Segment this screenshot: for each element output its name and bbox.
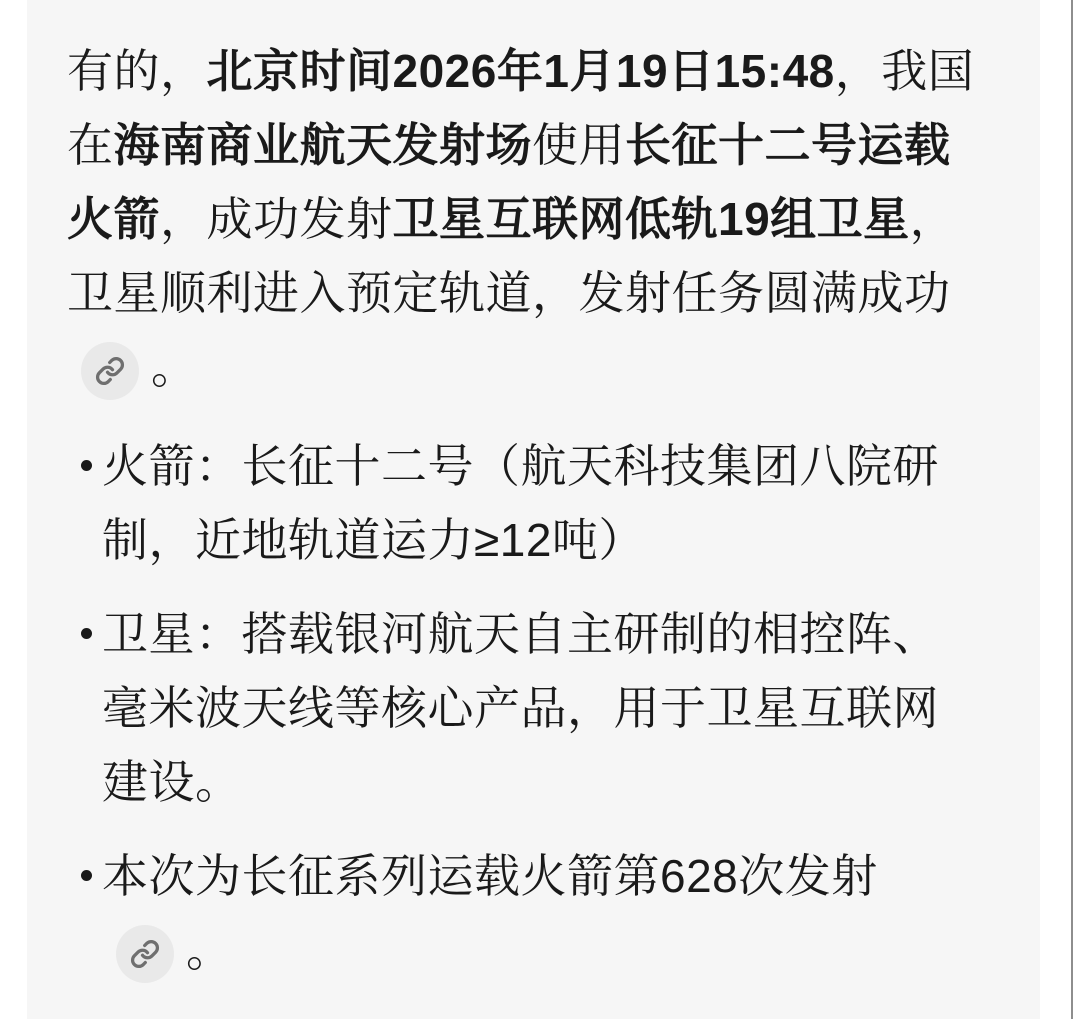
bullet-dot bbox=[81, 870, 92, 881]
bullet-line: 建设。 bbox=[102, 756, 242, 808]
text-run-bold: 卫星互联网低轨19组卫星 bbox=[392, 193, 910, 245]
assistant-message-bubble bbox=[27, 0, 1040, 1019]
bullet-dot bbox=[81, 460, 92, 471]
screen-edge-line bbox=[1071, 0, 1073, 1019]
text-run-bold: 北京时间2026年1月19日15:48 bbox=[206, 45, 835, 97]
paragraph-line bbox=[67, 34, 1000, 108]
text-run: 在 bbox=[67, 119, 114, 171]
text-run: ，我国 bbox=[834, 45, 975, 97]
bullet-line: 火箭：长征十二号（航天科技集团八院研 bbox=[102, 440, 939, 492]
text-run: 卫星顺利进入预定轨道，发射任务圆满成功 bbox=[67, 267, 951, 319]
link-icon bbox=[130, 939, 160, 969]
bullet-item-rocket bbox=[67, 429, 1000, 577]
paragraph-line bbox=[67, 256, 1000, 330]
citation-chip[interactable] bbox=[81, 342, 139, 400]
text-run: 有的， bbox=[67, 45, 207, 97]
text-run-bold: 火箭 bbox=[67, 193, 160, 245]
sentence-period: 。 bbox=[151, 341, 198, 393]
bullet-list bbox=[67, 429, 1000, 987]
bullet-dot bbox=[81, 628, 92, 639]
link-icon bbox=[95, 356, 125, 386]
text-run: ， bbox=[909, 193, 957, 245]
bullet-line: 制，近地轨道运力≥12吨） bbox=[102, 514, 645, 566]
text-run-bold: 海南商业航天发射场 bbox=[113, 119, 532, 171]
citation-chip[interactable] bbox=[116, 925, 174, 983]
citation-line bbox=[67, 330, 1000, 404]
bullet-item-launch-count bbox=[67, 839, 1000, 987]
text-run-bold: 长征十二号运载 bbox=[625, 119, 951, 171]
text-run: ，成功发射 bbox=[160, 193, 393, 245]
bullet-line: 卫星：搭载银河航天自主研制的相控阵、 bbox=[102, 608, 939, 660]
bullet-line: 毫米波天线等核心产品，用于卫星互联网 bbox=[102, 682, 939, 734]
bullet-item-satellite bbox=[67, 597, 1000, 819]
paragraph bbox=[67, 34, 1000, 404]
message-content bbox=[27, 0, 1040, 987]
citation-line bbox=[102, 913, 1000, 987]
sentence-period: 。 bbox=[186, 924, 233, 976]
paragraph-line bbox=[67, 182, 1000, 256]
text-run: 使用 bbox=[532, 119, 625, 171]
paragraph-line bbox=[67, 108, 1000, 182]
bullet-line: 本次为长征系列运载火箭第628次发射 bbox=[102, 850, 878, 902]
